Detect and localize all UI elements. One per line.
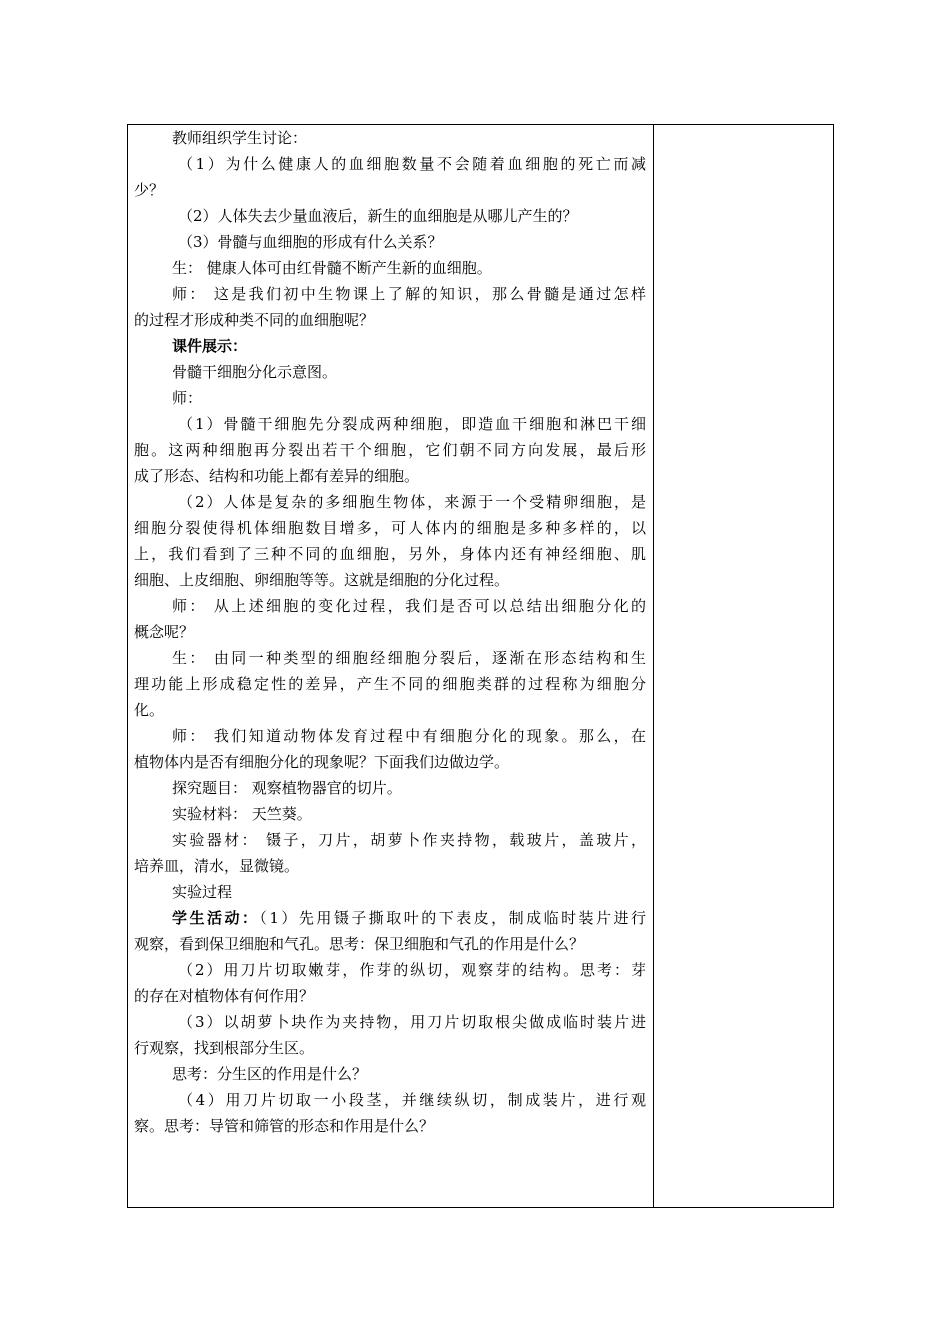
text-line: （2）用刀片切取嫩芽，作芽的纵切，观察芽的结构。思考：芽 [178,961,646,979]
text-line: 骨髓干细胞分化示意图。 [172,363,338,381]
text-line: 的存在对植物体有何作用？ [134,987,315,1005]
text-line: 生： 健康人体可由红骨髓不断产生新的血细胞。 [172,259,492,277]
text-line: （1）为什么健康人的血细胞数量不会随着血细胞的死亡而减 [178,155,646,173]
column-divider [653,125,654,1207]
text-line: 上，我们看到了三种不同的血细胞，另外，身体内还有神经细胞、肌 [134,545,646,563]
text-line: （4）用刀片切取一小段茎，并继续纵切，制成装片，进行观 [178,1091,646,1109]
text-line: 细胞、上皮细胞、卵细胞等等。这就是细胞的分化过程。 [134,571,510,589]
text-line: 生： 由同一种类型的细胞经细胞分裂后，逐渐在形态结构和生 [172,649,646,667]
text-line: 概念呢？ [134,623,195,641]
bold-label: 学生活动： [172,909,260,927]
text-line: 教师组织学生讨论： [172,129,308,147]
text-line: （1）骨髓干细胞先分裂成两种细胞，即造血干细胞和淋巴干细 [178,415,646,433]
text-line [134,905,646,931]
text-line: 细胞分裂使得机体细胞数目增多，可人体内的细胞是多种多样的，以 [134,519,646,537]
text-line: 实验过程 [172,883,233,901]
text-line: 师： 我们知道动物体发育过程中有细胞分化的现象。那么，在 [172,727,646,745]
text-line: （3）骨髓与血细胞的形成有什么关系？ [178,233,443,251]
text-line: （2）人体失去少量血液后，新生的血细胞是从哪儿产生的？ [178,207,578,225]
text-line: 实验材料： 天竺葵。 [172,805,312,823]
lesson-table [127,124,834,1208]
text-line: 胞。这两种细胞再分裂出若干个细胞，它们朝不同方向发展，最后形 [134,441,646,459]
text-line: 师： [172,389,203,407]
text-line: 少？ [134,181,165,199]
text-line: 课件展示： [172,337,248,355]
text-line: 的过程才形成种类不同的血细胞呢？ [134,311,375,329]
text-line: 师： 从上述细胞的变化过程，我们是否可以总结出细胞分化的 [172,597,646,615]
text-line: 思考：分生区的作用是什么？ [172,1065,368,1083]
text-line: （3）以胡萝卜块作为夹持物，用刀片切取根尖做成临时装片进 [178,1013,646,1031]
line-text: （1）先用镊子撕取叶的下表皮，制成临时装片进行 [259,909,646,927]
text-line: 理功能上形成稳定性的差异，产生不同的细胞类群的过程称为细胞分 [134,675,646,693]
text-line: 察。思考：导管和筛管的形态和作用是什么？ [134,1117,435,1135]
text-line: 师： 这是我们初中生物课上了解的知识，那么骨髓是通过怎样 [172,285,646,303]
text-line: 培养皿，清水，显微镜。 [134,857,300,875]
text-line: （2）人体是复杂的多细胞生物体，来源于一个受精卵细胞，是 [178,493,646,511]
text-line: 植物体内是否有细胞分化的现象呢？下面我们边做边学。 [134,753,510,771]
text-line: 成了形态、结构和功能上都有差异的细胞。 [134,467,420,485]
lesson-content-cell [134,125,646,1139]
text-line: 探究题目： 观察植物器官的切片。 [172,779,402,797]
text-line: 行观察，找到根部分生区。 [134,1039,315,1057]
text-line: 实验器材： 镊子，刀片，胡萝卜作夹持物，载玻片，盖玻片， [172,831,646,849]
text-line: 观察，看到保卫细胞和气孔。思考：保卫细胞和气孔的作用是什么？ [134,935,585,953]
text-line: 化。 [134,701,165,719]
